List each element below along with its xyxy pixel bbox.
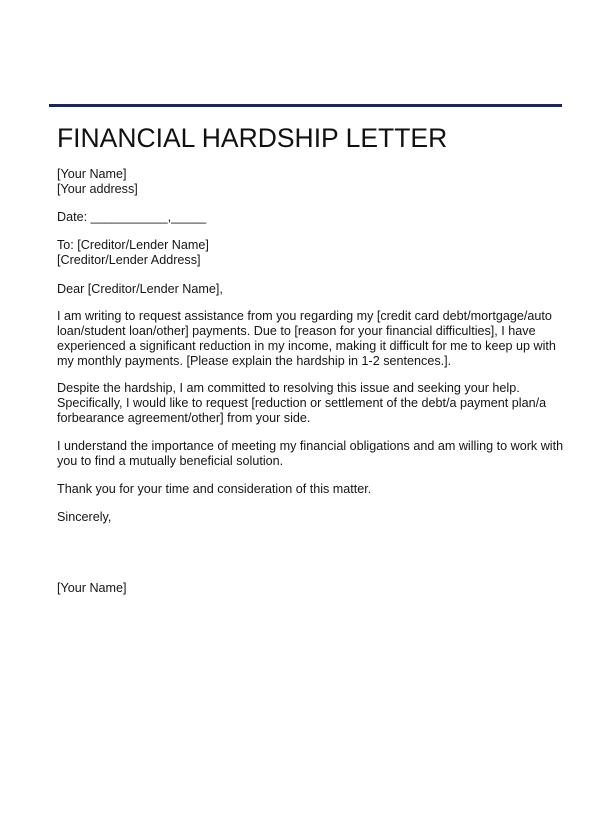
recipient-address: [Creditor/Lender Address] bbox=[57, 253, 201, 267]
signature-name: [Your Name] bbox=[57, 581, 127, 595]
paragraph-line: experienced a significant reduction in my income, making it difficult for me to keep up with bbox=[57, 339, 556, 353]
paragraph-line: you to find a mutually beneficial solution. bbox=[57, 454, 284, 468]
paragraph-request bbox=[57, 309, 557, 369]
paragraph-line: I understand the importance of meeting my financial obligations and am willing to work with bbox=[57, 439, 564, 453]
paragraph-line: my monthly payments. [Please explain the hardship in 1-2 sentences.]. bbox=[57, 354, 452, 368]
header-rule bbox=[49, 104, 562, 107]
paragraph-line: Despite the hardship, I am committed to resolving this issue and seeking your help. bbox=[57, 381, 520, 395]
letter-title: FINANCIAL HARDSHIP LETTER bbox=[57, 123, 448, 153]
paragraph-line: loan/student loan/other] payments. Due to [reason for your financial difficulties], I have bbox=[57, 324, 536, 338]
paragraph-thanks: Thank you for your time and consideration of this matter. bbox=[57, 482, 372, 496]
paragraph-obligations bbox=[57, 439, 564, 469]
paragraph-line: forbearance agreement/other] from your side. bbox=[57, 411, 311, 425]
recipient-block bbox=[57, 238, 557, 268]
sender-block bbox=[57, 167, 557, 197]
salutation: Dear [Creditor/Lender Name], bbox=[57, 282, 223, 296]
sender-name: [Your Name] bbox=[57, 167, 127, 181]
paragraph-line: Specifically, I would like to request [reduction or settlement of the debt/a payment plan/a bbox=[57, 396, 547, 410]
sender-address: [Your address] bbox=[57, 182, 138, 196]
recipient-name: To: [Creditor/Lender Name] bbox=[57, 238, 209, 252]
closing: Sincerely, bbox=[57, 510, 112, 524]
paragraph-commitment bbox=[57, 381, 557, 426]
date-line: Date: ___________,_____ bbox=[57, 210, 207, 224]
paragraph-line: I am writing to request assistance from you regarding my [credit card debt/mortgage/auto bbox=[57, 309, 552, 323]
